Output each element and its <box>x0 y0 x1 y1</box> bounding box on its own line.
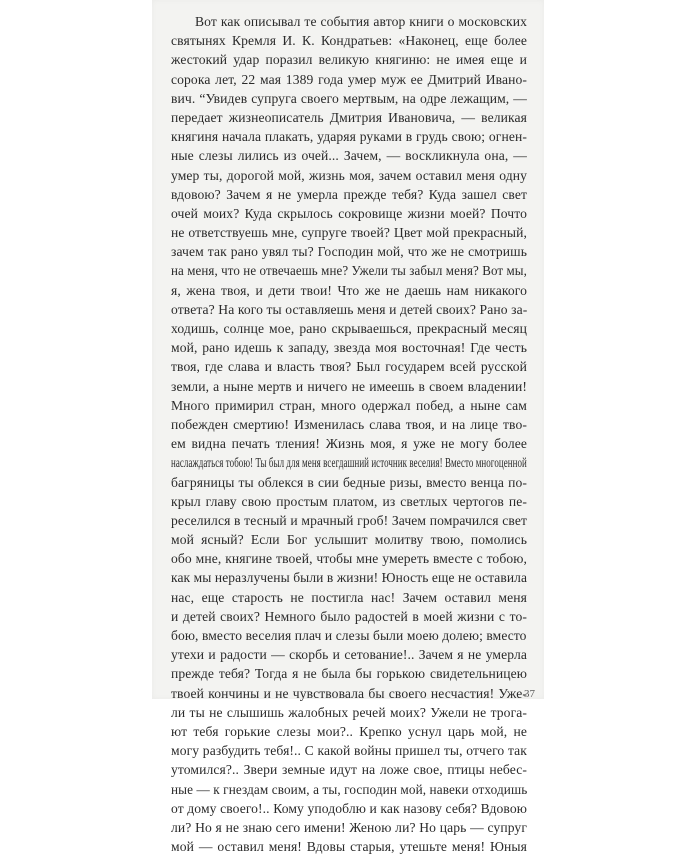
text-line: твоей кончины и не чувствовала бы своего несчастия! Уже- <box>171 685 527 701</box>
text-line: Вот как описывал те события автор книги о московских <box>195 14 527 29</box>
text-line: на меня, что не отвечаешь мне? Ужели ты забыл меня? Вот мы, <box>171 263 527 279</box>
text-line: от дому своего!.. Кому уподоблю и как назову себя? Вдовою <box>171 800 527 816</box>
text-line: жестокий удар поразил великую княгиню: не имея еще и <box>171 52 527 68</box>
text-line: утехи и радости — скорбь и сетование!.. Зачем я не умерла <box>171 647 527 663</box>
page-number: 37 <box>524 688 535 700</box>
text-line: мой, рано идешь к западу, звезда моя восточная! Где честь <box>171 340 527 356</box>
text-line: могу разбудить тебя!.. С какой войны пришел ты, отчего так <box>171 743 527 759</box>
text-line: вдовою? Зачем я не умерла прежде тебя? Куда зашел свет <box>171 186 527 202</box>
text-line: и детей своих? Немного было радостей в моей жизни с то- <box>171 608 527 624</box>
text-line: ли? Но я не знаю сего имени! Женою ли? Но царь — супруг <box>171 819 527 835</box>
text-line: обо мне, княгине твоей, чтобы мне умереть вместе с тобою, <box>171 551 527 567</box>
text-line: умер ты, дорогой мой, жизнь моя, зачем оставил меня одну <box>171 167 527 183</box>
text-line: крыл главу свою простым платом, из светлых чертогов пе- <box>171 493 527 509</box>
text-line: вич. “Увидев супруга своего мертвым, на одре лежащим, — <box>171 90 527 106</box>
text-line: реселился в тесный и мрачный гроб! Зачем помрачился свет <box>171 512 527 528</box>
text-line: Много примирил стран, много одержал побед, а ныне сам <box>171 397 527 413</box>
text-line: очей моих? Куда скрылось сокровище жизни моей? Почто <box>171 205 527 221</box>
text-line: не ответствуешь мне, супруге твоей? Цвет мой прекрасный, <box>171 225 527 241</box>
text-line: ли ты не слышишь жалобных речей моих? Ужели не трога- <box>171 704 527 720</box>
text-line: ют тебя горькие слезы мои?.. Крепко уснул царь мой, не <box>171 723 527 739</box>
text-line: нас, еще старость не постигла нас! Зачем оставил меня <box>171 589 527 605</box>
text-line: бою, вместо веселия плач и слезы были моею долею; вместо <box>171 628 527 643</box>
text-line: утомился?.. Звери земные идут на ложе свое, птицы небес- <box>171 762 527 778</box>
text-line: как мы неразлучены были в жизни! Юность еще не оставила <box>171 570 528 586</box>
text-line: мой — оставил меня! Вдовы старыя, утешьте меня! Юныя <box>171 839 527 855</box>
text-line: мой ясный? Если Бог услышит молитву твою, помолись <box>171 532 527 548</box>
text-line: ответа? На кого ты оставляешь меня и детей своих? Рано за- <box>171 301 528 317</box>
text-line: ные слезы лились из очей... Зачем, — воскликнула она, — <box>171 148 527 164</box>
text-line: ные — к гнездам своим, а ты, господин мой, навеки отходишь <box>171 781 528 797</box>
text-line: я, жена твоя, и дети твои! Что же не даешь нам никакого <box>171 282 527 298</box>
text-line: сорока лет, 22 мая 1389 года умер муж ее Дмитрий Ивано- <box>171 71 527 87</box>
text-line: твоя, где слава и власть твоя? Был государем всей русской <box>171 359 527 375</box>
body-text <box>171 12 527 856</box>
text-line: зачем так рано увял ты? Господин мой, что же не смотришь <box>171 244 527 260</box>
text-line: прежде тебя? Тогда я не была бы горькою свидетельницею <box>171 666 527 682</box>
text-line: наслаждаться тобою! Ты был для меня всегдашний источник веселия! Вместо многоценной <box>171 455 527 471</box>
text-line: багряницы ты облекся в сии бедные ризы, вместо венца по- <box>171 474 527 490</box>
text-line: земли, а ныне мертв и ничего не имеешь в своем владении! <box>171 378 527 394</box>
text-line: княгиня начала плакать, ударяя руками в грудь свою; огнен- <box>171 129 527 145</box>
text-line: передает жизнеописатель Дмитрия Ивановича, — великая <box>171 109 527 125</box>
text-line: святынях Кремля И. К. Кондратьев: «Наконец, еще более <box>171 33 527 49</box>
text-line: ем видна печать тления! Жизнь моя, я уже не могу более <box>171 436 527 452</box>
text-line: побежден смертию! Изменилась слава твоя, и на лице тво- <box>171 416 527 432</box>
text-line: ходишь, солнце мое, рано скрываешься, прекрасный месяц <box>171 321 527 336</box>
